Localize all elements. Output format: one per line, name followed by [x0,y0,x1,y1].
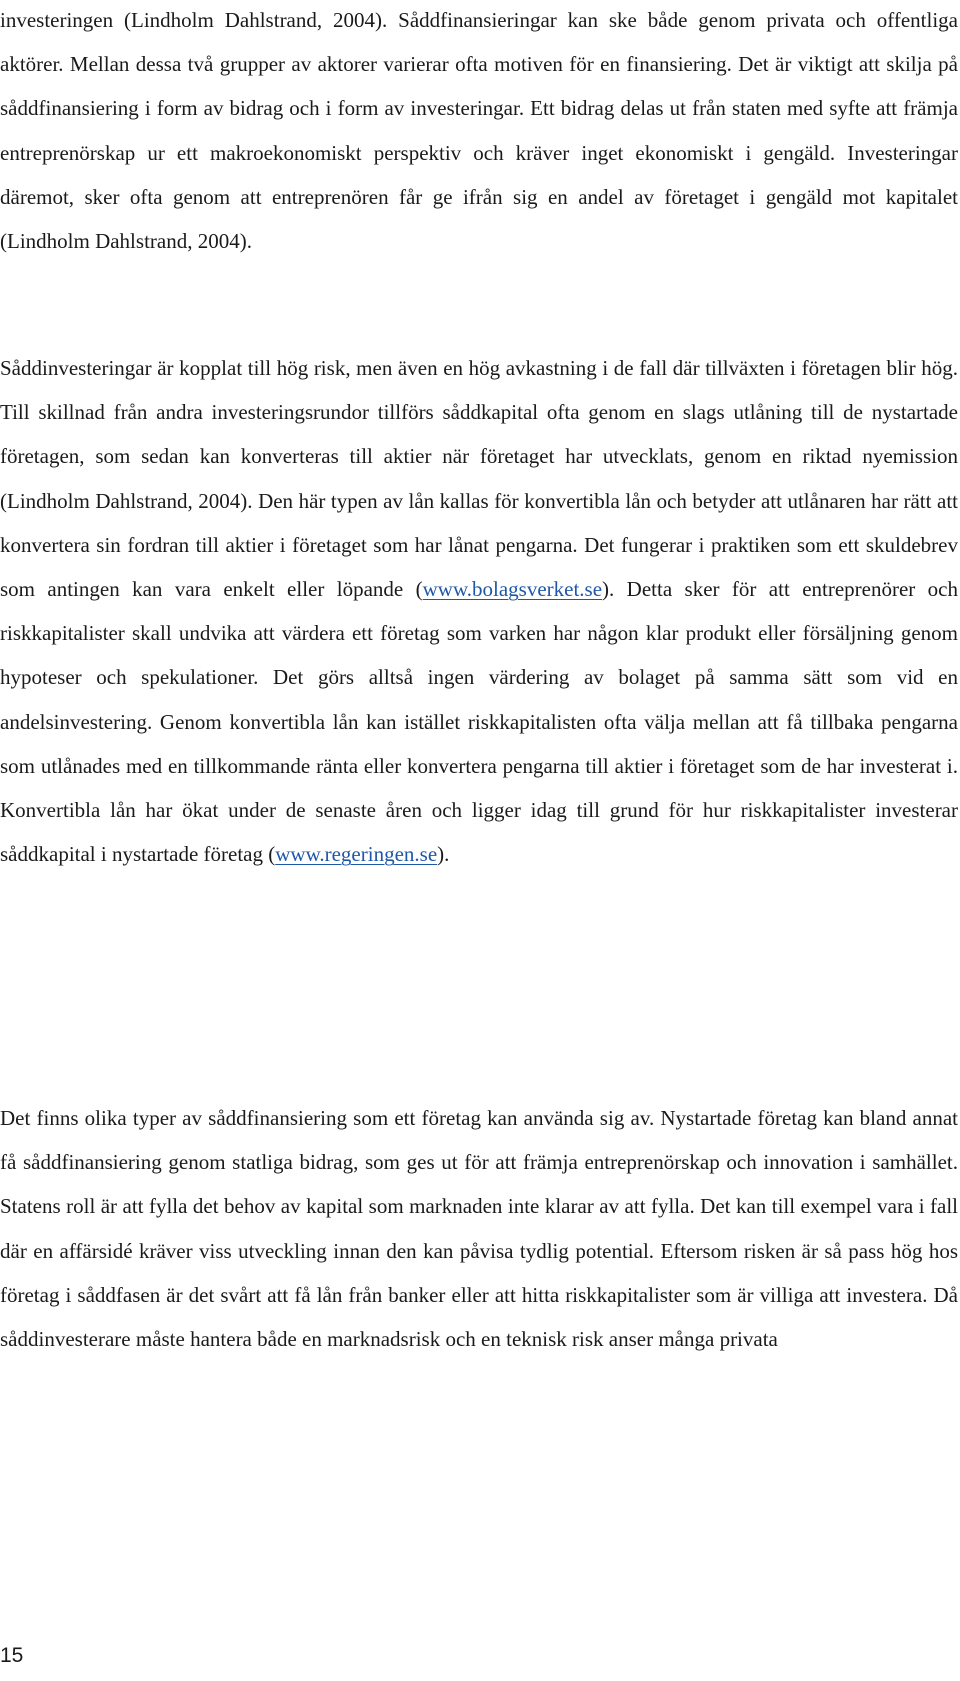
link-bolagsverket[interactable]: www.bolagsverket.se [422,577,603,602]
link-regeringen[interactable]: www.regeringen.se [275,842,438,867]
paragraph-text: ). Detta sker för att entreprenörer och riskkapitalister skall undvika att värdera ett företag som varken har någon klar produkt eller försäljning genom hypoteser och spekulationer. Det görs alltså ingen värdering av bolaget på samma sätt som vid en andelsinvestering. Genom konvertibla lån kan istället riskkapitalisten ofta välja mellan att få tillbaka pengarna som utlånades med en tillkommande ränta eller konvertera pengarna till aktier i företaget som de har investerat i. Konvertibla lån har ökat under de senaste åren och ligger idag till grund för hur riskkapitalister investerar såddkapital i nystartade företag ( [0,577,958,867]
page-number: 15 [0,1644,24,1667]
body-paragraph: Det finns olika typer av såddfinansiering som ett företag kan använda sig av. Nystartade företag kan bland annat få såddfinansiering genom statliga bidrag, som ges ut för att främja entreprenörskap och innovation i samhället. Statens roll är att fylla det behov av kapital som marknaden inte klarar av att fylla. Det kan till exempel vara i fall där en affärsidé kräver viss utveckling innan den kan påvisa tydlig potential. Eftersom risken är så pass hög hos företag i såddfasen är det svårt att få lån från banker eller att hitta riskkapitalister som är villiga att investera. Då såddinvesterare måste hantera både en marknadsrisk och en teknisk risk anser många privata [0,1106,958,1352]
body-paragraph [0,346,958,876]
paragraph-text: Såddinvesteringar är kopplat till hög risk, men även en hög avkastning i de fall där tillväxten i företagen blir hög. Till skillnad från andra investeringsrundor tillförs såddkapital ofta genom en slags utlåning till de nystartade företagen, som sedan kan konverteras till aktier när företaget har utvecklats, genom en riktad nyemission (Lindholm Dahlstrand, 2004). Den här typen av lån kallas för konvertibla lån och betyder att utlånaren har rätt att konvertera sin fordran till aktier i företaget som har lånat pengarna. Det fungerar i praktiken som ett skuldebrev som antingen kan vara enkelt eller löpande ( [0,356,958,602]
paragraph-text: ). [437,842,450,867]
body-paragraph: investeringen (Lindholm Dahlstrand, 2004). Såddfinansieringar kan ske både genom privata och offentliga aktörer. Mellan dessa två grupper av aktorer varierar ofta motiven för en finansiering. Det är viktigt att skilja på såddfinansiering i form av bidrag och i form av investeringar. Ett bidrag delas ut från staten med syfte att främja entreprenörskap ur ett makroekonomiskt perspektiv och kräver inget ekonomiskt i gengäld. Investeringar däremot, sker ofta genom att entreprenören får ge ifrån sig en andel av företaget i gengäld mot kapitalet (Lindholm Dahlstrand, 2004). [0,8,958,254]
